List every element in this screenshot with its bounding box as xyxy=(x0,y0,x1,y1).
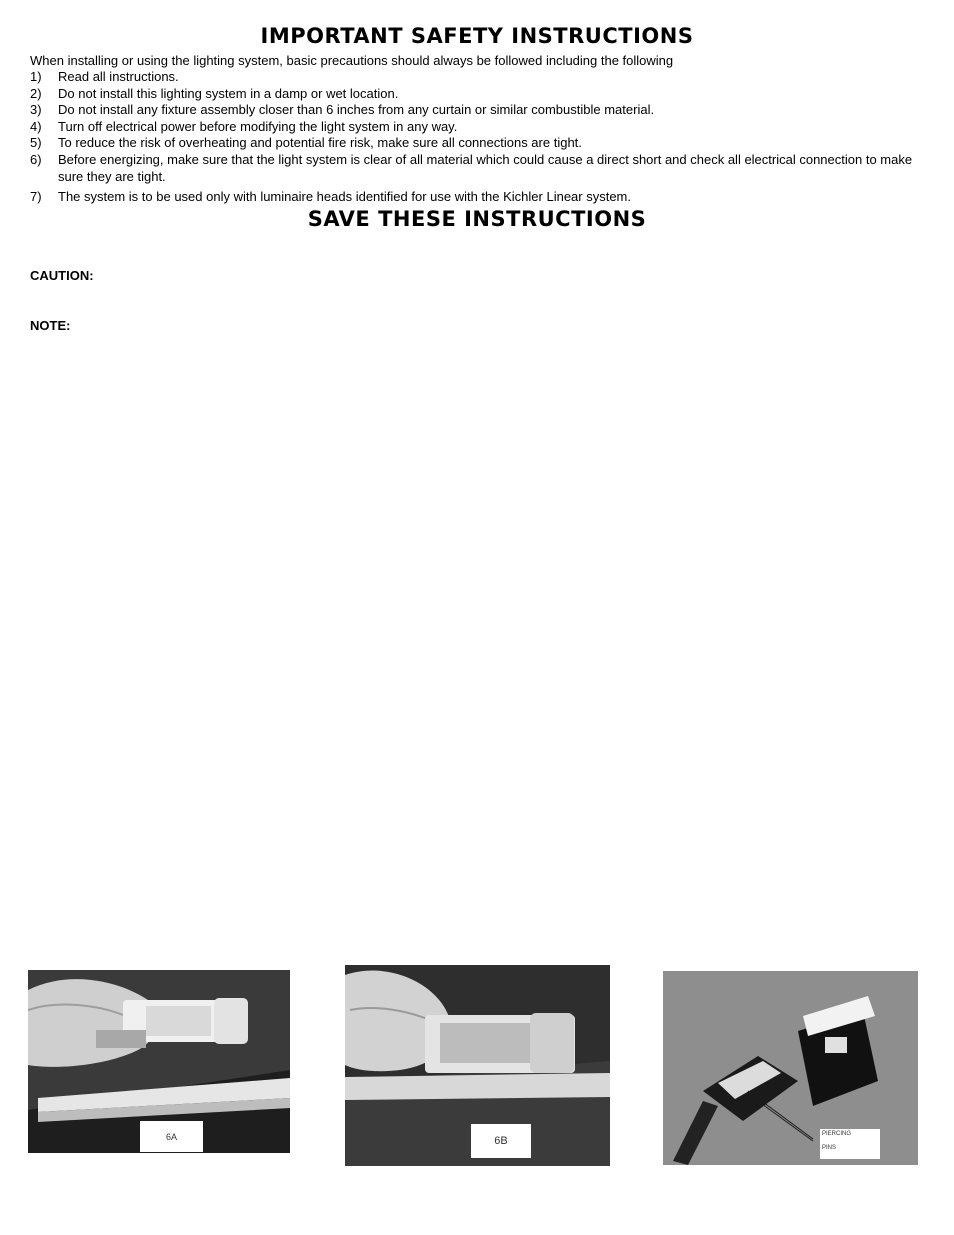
caption-6b: 6B xyxy=(471,1124,531,1158)
item-number: 6) xyxy=(30,151,42,167)
list-item xyxy=(30,86,930,103)
list-item xyxy=(30,102,930,119)
intro-text: When installing or using the lighting system, basic precautions should always be followed including the following xyxy=(30,53,674,68)
item-text: Read all instructions. xyxy=(58,69,179,84)
item-number: 2) xyxy=(30,85,42,101)
photo-6b xyxy=(345,965,610,1166)
list-item xyxy=(30,119,930,136)
item-text: The system is to be used only with luminaire heads identified for use with the Kichler Linear system. xyxy=(58,189,631,205)
item-number: 5) xyxy=(30,135,42,151)
photo-6c xyxy=(663,971,918,1165)
list-item xyxy=(30,189,930,206)
item-number: 1) xyxy=(30,69,42,84)
photo-6a xyxy=(28,970,290,1153)
item-text: Do not install this lighting system in a damp or wet location. xyxy=(58,85,399,101)
item-text: To reduce the risk of overheating and potential fire risk, make sure all connections are tight. xyxy=(58,135,582,151)
item-text: Turn off electrical power before modifying the light system in any way. xyxy=(58,118,458,134)
item-number: 3) xyxy=(30,102,42,118)
caption-piercing-pins xyxy=(820,1129,880,1159)
item-text: Before energizing, make sure that the light system is clear of all material which could cause a direct short and check all electrical connection to make sure they are tight. xyxy=(58,151,913,184)
list-item xyxy=(30,69,930,86)
item-number: 4) xyxy=(30,118,42,134)
save-instructions-heading: SAVE THESE INSTRUCTIONS xyxy=(307,207,647,231)
caption-line: PIERCING xyxy=(822,1131,852,1137)
item-number: 7) xyxy=(30,189,42,205)
caution-label: CAUTION: xyxy=(30,268,94,283)
item-text: Do not install any fixture assembly closer than 6 inches from any curtain or similar combustible material. xyxy=(58,102,655,118)
safety-rules-list xyxy=(30,69,930,206)
list-item xyxy=(30,152,930,185)
caption-6a: 6A xyxy=(140,1121,203,1152)
note-label: NOTE: xyxy=(30,318,71,333)
list-item xyxy=(30,135,930,152)
page-title: IMPORTANT SAFETY INSTRUCTIONS xyxy=(260,24,694,48)
caption-line: PINS xyxy=(822,1145,837,1151)
